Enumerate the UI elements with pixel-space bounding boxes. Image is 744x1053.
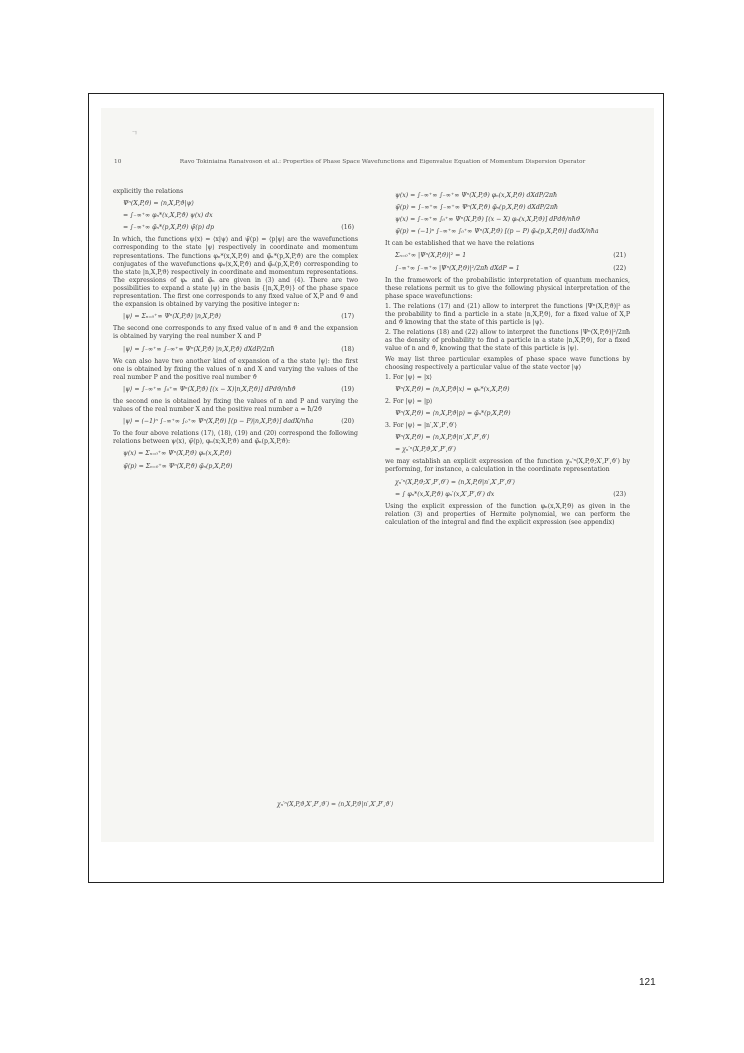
equation-text: = ∫ φₙ*(x,X,P,ϑ) φₙ′(x,X′,P′,ϑ′) dx bbox=[395, 490, 495, 498]
paragraph: explicitly the relations bbox=[113, 188, 184, 195]
equation-text: χₙ′ⁿ(X,P,ϑ;X′,P′,ϑ′) = ⟨n,X,P,ϑ|n′,X′,P′,ϑ′⟩ bbox=[395, 478, 516, 486]
paragraph: we may establish an explicit expression of the function χₙ′ⁿ(X,P,ϑ;X′,P′,ϑ′) by performing, for instance, a calculation in the coordinate representation bbox=[385, 458, 630, 474]
equation-number: (21) bbox=[613, 252, 626, 260]
equation-number bbox=[626, 216, 630, 224]
equation-text: ψ̃(p) = Σₙ₌₀⁺∞ Ψⁿ(X,P,ϑ) φ̃ₙ(p,X,P,ϑ) bbox=[123, 462, 233, 470]
equation-text: |ψ⟩ = ∫₋∞⁺∞ ∫₋∞⁺∞ Ψⁿ(X,P,ϑ) |n,X,P,ϑ⟩ dXdP/2πħ bbox=[123, 345, 275, 353]
equation-text: Ψⁿ(X,P,ϑ) = ⟨n,X,P,ϑ|p⟩ = φ̃ₙ*(p,X,P,ϑ) bbox=[395, 409, 511, 417]
left-column bbox=[113, 188, 358, 475]
paragraph: We may list three particular examples of phase space wave functions by choosing respectively a particular value of the state vector |ψ⟩ bbox=[385, 355, 630, 371]
equation-number: (19) bbox=[341, 385, 354, 393]
header-title: Ravo Tokiniaina Ranaivoson et al.: Properties of Phase Space Wavefunctions and Eigenvalue Equation of Momentum Dispersion Operator bbox=[179, 159, 586, 165]
equation-number bbox=[626, 479, 630, 487]
equation bbox=[113, 212, 358, 220]
equation bbox=[113, 450, 358, 458]
paragraph: 1. For |ψ⟩ = |x⟩ bbox=[385, 373, 432, 381]
equation-text: = ∫₋∞⁺∞ φ̃ₙ*(p,X,P,ϑ) ψ̃(p) dp bbox=[123, 224, 215, 232]
equation-number bbox=[626, 204, 630, 212]
equation-number bbox=[626, 446, 630, 454]
equation bbox=[385, 479, 630, 487]
equation bbox=[385, 434, 630, 442]
equation-number bbox=[354, 450, 358, 458]
equation bbox=[113, 224, 358, 232]
equation bbox=[113, 386, 358, 394]
equation-text: |ψ⟩ = (−1)ⁿ ∫₋∞⁺∞ ∫₀⁺∞ Ψⁿ(X,P,ϑ) [(p − P)|n,X,P,ϑ⟩] dadX/nħa bbox=[123, 418, 314, 426]
equation bbox=[385, 446, 630, 454]
equation-number bbox=[626, 192, 630, 200]
equation-text: Ψⁿ(X,P,ϑ) = ⟨n,X,P,ϑ|x⟩ = φₙ*(x,X,P,ϑ) bbox=[395, 385, 510, 393]
equation bbox=[385, 491, 630, 499]
paragraph: 2. The relations (18) and (22) allow to interpret the functions |Ψⁿ(X,P,ϑ)|²/2πħ as the density of probability to find a particle in a state |n,X,P,ϑ⟩, for a fixed value of n and ϑ, knowing that the state of this particle is |ψ⟩. bbox=[385, 329, 630, 353]
equation bbox=[385, 410, 630, 418]
equation bbox=[385, 265, 630, 273]
equation-number bbox=[354, 212, 358, 220]
equation-number bbox=[354, 200, 358, 208]
equation-number: (17) bbox=[341, 313, 354, 321]
paragraph: It can be established that we have the relations bbox=[385, 240, 535, 248]
equation-number: (22) bbox=[613, 264, 626, 272]
equation bbox=[113, 313, 358, 321]
equation-number bbox=[354, 463, 358, 471]
paragraph: 2. For |ψ⟩ = |p⟩ bbox=[385, 397, 433, 405]
equation-number: (20) bbox=[341, 418, 354, 426]
paragraph: The second one corresponds to any fixed value of n and ϑ and the expansion is obtained by varying the real number X and P bbox=[113, 325, 358, 341]
bottom-equation: χₙ′ⁿ(X,P,ϑ,X′,P′,ϑ′) = ⟨n,X,P,ϑ|n′,X′,P′,ϑ′⟩ bbox=[277, 801, 394, 808]
paragraph: We can also have two another kind of expansion of a the state |ψ⟩: the first one is obtained by fixing the values of n and X and varying the values of the real number P and the positive real number ϑ bbox=[113, 357, 358, 381]
equation bbox=[385, 216, 630, 224]
equation bbox=[113, 346, 358, 354]
page-number: 121 bbox=[639, 977, 656, 988]
equation-text: ψ(x) = ∫₋∞⁺∞ ∫₋∞⁺∞ Ψⁿ(X,P,ϑ) φₙ(x,X,P,ϑ) dXdP/2πħ bbox=[395, 192, 558, 199]
equation-text: |ψ⟩ = Σₙ₌₀⁺∞ Ψⁿ(X,P,ϑ) |n,X,P,ϑ⟩ bbox=[123, 313, 222, 321]
scan-mark: ㄱ bbox=[131, 129, 138, 137]
equation-text: |ψ⟩ = ∫₋∞⁺∞ ∫₀⁺∞ Ψⁿ(X,P,ϑ) [(x − X)|n,X,P,ϑ⟩] dPdϑ/nħϑ bbox=[123, 385, 296, 393]
equation-text: ∫₋∞⁺∞ ∫₋∞⁺∞ |Ψⁿ(X,P,ϑ)|²/2πħ dXdP = 1 bbox=[395, 264, 520, 272]
equation bbox=[113, 200, 358, 208]
paragraph: To the four above relations (17), (18), (19) and (20) correspond the following relations between ψ(x), ψ̃(p), φₙ(x;X,P,ϑ) and φ̃ₙ(p,X,P,ϑ): bbox=[113, 430, 358, 446]
equation-number bbox=[626, 386, 630, 394]
equation bbox=[385, 386, 630, 394]
paragraph: In which, the functions ψ(x) = ⟨x|ψ⟩ and ψ̃(p) = ⟨p|ψ⟩ are the wavefunctions corresponding to the state |ψ⟩ respectively in coordinate and momentum representations. The functions φₙ*(x,X,P,ϑ) and φ̃ₙ*(p,X,P,ϑ) are the complex conjugates of the wavefunctions φₙ(x,X,P,ϑ) and φ̃ₙ(p,X,P,ϑ) corresponding to the state |n,X,P,ϑ⟩ respectively in coordinate and momentum representations. The expressions of φₙ and φ̃ₙ are given in (3) and (4). There are two possibilities to expand a state |ψ⟩ in the basis {|n,X,P,ϑ⟩} of the phase space representation. The first one corresponds to any fixed value of X,P and ϑ and the expansion is obtained by varying the positive integer n: bbox=[113, 236, 358, 309]
paragraph: Using the explicit expression of the function φₙ(x,X,P,ϑ) as given in the relation (3) and properties of Hermite polynomial, we can perform the calculation of the integral and find the explicit expression (see appendix) bbox=[385, 502, 630, 526]
equation-text: = ∫₋∞⁺∞ φₙ*(x,X,P,ϑ) ψ(x) dx bbox=[123, 212, 213, 220]
equation-text: Ψⁿ(X,P,ϑ) = ⟨n,X,P,ϑ|n′,X′,P′,ϑ′⟩ bbox=[395, 434, 490, 442]
paragraph: In the framework of the probabilistic interpretation of quantum mechanics, these relations permit us to give the following physical interpretation of the phase space wavefunctions: bbox=[385, 276, 630, 300]
equation-number bbox=[626, 228, 630, 236]
equation-number: (18) bbox=[341, 345, 354, 353]
equation bbox=[385, 228, 630, 236]
equation bbox=[385, 252, 630, 260]
paragraph: 1. The relations (17) and (21) allow to interpret the functions |Ψⁿ(X,P,ϑ)|² as the probability to find a particle in a state |n,X,P,ϑ⟩, for a fixed value of X,P and ϑ knowing that the state of this particle is |ψ⟩. bbox=[385, 302, 630, 327]
equation-number bbox=[626, 434, 630, 442]
scanned-page bbox=[101, 108, 654, 842]
equation-text: Σₙ₌₀⁺∞ |Ψⁿ(X,P,ϑ)|² = 1 bbox=[395, 252, 467, 260]
equation-number bbox=[626, 410, 630, 418]
equation-text: ψ(x) = Σₙ₌₀⁺∞ Ψⁿ(X,P,ϑ) φₙ(x,X,P,ϑ) bbox=[123, 450, 232, 458]
equation-number: (16) bbox=[341, 224, 354, 232]
equation bbox=[385, 204, 630, 212]
paragraph: the second one is obtained by fixing the values of n and P and varying the values of the real number X and the positive real number a = ħ/2ϑ bbox=[113, 397, 358, 414]
equation-text: ψ̃(p) = ∫₋∞⁺∞ ∫₋∞⁺∞ Ψⁿ(X,P,ϑ) φ̃ₙ(p,X,P,ϑ) dXdP/2πħ bbox=[395, 204, 559, 212]
equation bbox=[113, 463, 358, 471]
header-page-number: 10 bbox=[114, 159, 122, 165]
equation bbox=[385, 192, 630, 200]
equation-text: ψ̃(p) = (−1)ⁿ ∫₋∞⁺∞ ∫₀⁺∞ Ψⁿ(X,P,ϑ) [(p − P) φ̃ₙ(p,X,P,ϑ)] dadX/nħa bbox=[395, 228, 599, 236]
equation-text: = χₙ′ⁿ(X,P,ϑ,X′,P′,ϑ′) bbox=[395, 446, 456, 454]
equation bbox=[113, 418, 358, 426]
equation-text: Ψⁿ(X,P,ϑ) = ⟨n,X,P,ϑ|ψ⟩ bbox=[123, 200, 194, 208]
equation-number: (23) bbox=[613, 490, 626, 498]
right-column bbox=[385, 188, 630, 529]
paragraph: 3. For |ψ⟩ = |n′,X′,P′,ϑ′⟩ bbox=[385, 422, 457, 430]
equation-text: ψ(x) = ∫₋∞⁺∞ ∫₀⁺∞ Ψⁿ(X,P,ϑ) [(x − X) φₙ(x,X,P,ϑ)] dPdϑ/nħϑ bbox=[395, 216, 581, 224]
